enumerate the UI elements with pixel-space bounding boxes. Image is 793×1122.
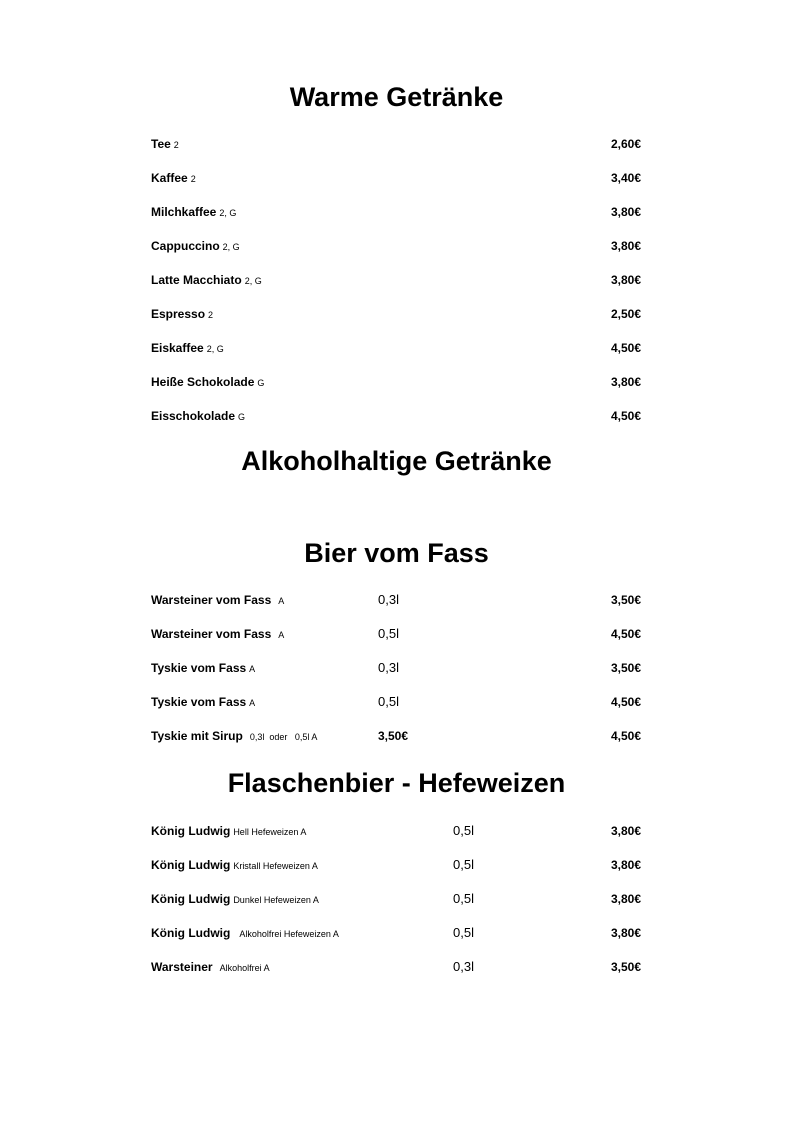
menu-item: [151, 855, 641, 875]
item-note: 2: [208, 310, 214, 320]
item-note: G: [257, 378, 265, 388]
item-note: A: [278, 630, 285, 640]
item-note: Dunkel Hefeweizen A: [233, 895, 319, 905]
item-name: Eisschokolade: [151, 409, 236, 423]
section-title-alcoholic-drinks: Alkoholhaltige Getränke: [241, 446, 552, 476]
item-note: 2: [173, 140, 179, 150]
menu-item: [151, 889, 641, 909]
item-volume: 0,5l: [453, 891, 474, 906]
item-name: Heiße Schokolade: [151, 375, 255, 389]
menu-item: [151, 957, 641, 977]
item-note: Alkoholfrei A: [219, 963, 270, 973]
item-price: 3,80€: [610, 892, 641, 906]
menu-item: [151, 923, 641, 943]
item-note: 2, G: [222, 242, 240, 252]
item-price: 2,60€: [610, 137, 641, 151]
item-volume: 0,3l: [453, 959, 474, 974]
menu-item: [151, 304, 641, 324]
item-volume: 0,5l: [453, 823, 474, 838]
item-note: Alkoholfrei Hefeweizen A: [239, 929, 339, 939]
menu-item: [151, 338, 641, 358]
section-title-draft-beer: Bier vom Fass: [304, 538, 489, 568]
item-name: Latte Macchiato: [151, 273, 242, 287]
item-price: 3,50€: [610, 960, 641, 974]
item-price: 4,50€: [610, 627, 641, 641]
section-title-warm-drinks: Warme Getränke: [289, 82, 504, 112]
menu-item: [151, 236, 641, 256]
item-note: A: [249, 664, 256, 674]
item-name: Milchkaffee: [151, 205, 217, 219]
item-name: Tee: [151, 137, 171, 151]
item-name: Kaffee: [151, 171, 188, 185]
item-note: 2, G: [244, 276, 262, 286]
item-volume: 0,3l: [378, 592, 399, 607]
item-volume: 0,3l: [378, 660, 399, 675]
menu-item: [151, 406, 641, 426]
item-price: 3,80€: [610, 926, 641, 940]
item-note: Kristall Hefeweizen A: [233, 861, 318, 871]
menu-item: [151, 590, 641, 610]
item-note: Hell Hefeweizen A: [233, 827, 307, 837]
item-note: 0,3l oder 0,5l A: [249, 732, 318, 742]
item-note: G: [238, 412, 246, 422]
menu-item: [151, 692, 641, 712]
item-note: 2, G: [219, 208, 237, 218]
item-price: 3,80€: [610, 239, 641, 253]
menu-item: [151, 624, 641, 644]
menu-item: [151, 658, 641, 678]
menu-item: [151, 168, 641, 188]
item-name: Cappuccino: [151, 239, 220, 253]
item-name: Tyskie mit Sirup: [151, 729, 243, 743]
item-name: Espresso: [151, 307, 206, 321]
item-volume: 0,5l: [378, 626, 399, 641]
item-price: 4,50€: [610, 729, 641, 743]
item-name: Tyskie vom Fass: [151, 661, 247, 675]
item-volume: 0,5l: [453, 857, 474, 872]
item-volume: 0,5l: [378, 694, 399, 709]
item-name: König Ludwig: [151, 926, 231, 940]
menu-item: [151, 821, 641, 841]
item-price-small: 3,50€: [378, 729, 409, 743]
item-note: A: [249, 698, 256, 708]
menu-item: [151, 134, 641, 154]
menu-item: [151, 372, 641, 392]
item-name: König Ludwig: [151, 892, 231, 906]
item-volume: 0,5l: [453, 925, 474, 940]
item-name: Eiskaffee: [151, 341, 204, 355]
item-price: 3,80€: [610, 858, 641, 872]
item-price: 3,80€: [610, 824, 641, 838]
item-price: 3,80€: [610, 205, 641, 219]
item-price: 3,80€: [610, 273, 641, 287]
item-price: 4,50€: [610, 341, 641, 355]
item-name: König Ludwig: [151, 858, 231, 872]
item-price: 3,50€: [610, 661, 641, 675]
item-name: Warsteiner vom Fass: [151, 627, 272, 641]
item-price: 3,50€: [610, 593, 641, 607]
section-title-bottled-beer: Flaschenbier - Hefeweizen: [227, 768, 566, 798]
item-price: 4,50€: [610, 695, 641, 709]
item-name: Tyskie vom Fass: [151, 695, 247, 709]
item-price: 4,50€: [610, 409, 641, 423]
item-name: König Ludwig: [151, 824, 231, 838]
item-note: 2, G: [206, 344, 224, 354]
item-name: Warsteiner vom Fass: [151, 593, 272, 607]
menu-item: [151, 726, 641, 746]
menu-item: [151, 202, 641, 222]
item-note: 2: [190, 174, 196, 184]
item-price: 3,80€: [610, 375, 641, 389]
menu-item: [151, 270, 641, 290]
item-note: A: [278, 596, 285, 606]
item-name: Warsteiner: [151, 960, 213, 974]
item-price: 3,40€: [610, 171, 641, 185]
item-price: 2,50€: [610, 307, 641, 321]
